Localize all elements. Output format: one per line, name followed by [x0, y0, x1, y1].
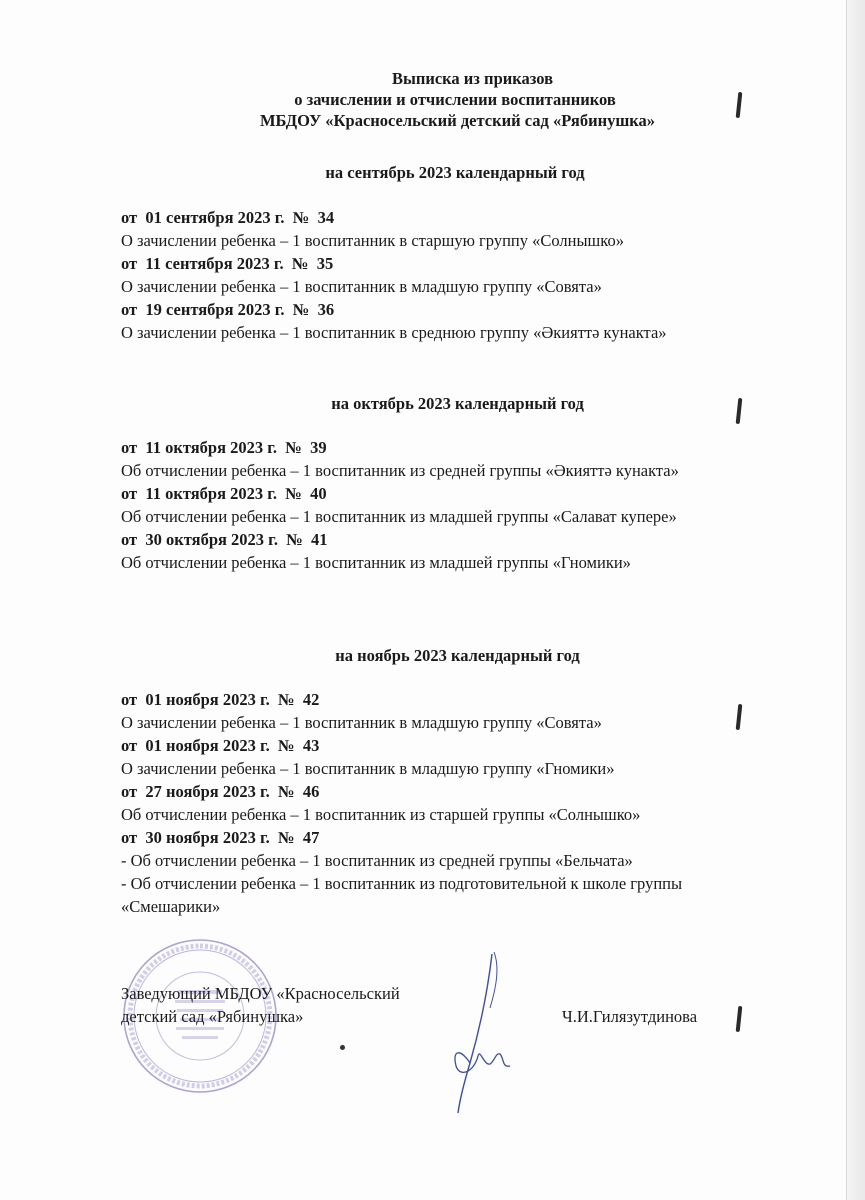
order-text: О зачислении ребенка – 1 воспитанник в младшую группу «Совята» [121, 277, 602, 296]
section-september [121, 206, 761, 344]
header-title: Выписка из приказов [391, 69, 554, 88]
header-subtitle: о зачислении и отчислении воспитанников [294, 90, 616, 109]
document-header [0, 68, 865, 131]
order-header: от 01 ноября 2023 г. № 42 [121, 690, 320, 709]
order-header: от 19 сентября 2023 г. № 36 [121, 300, 335, 319]
order-text: Об отчислении ребенка – 1 воспитанник из старшей группы «Солнышко» [121, 805, 641, 824]
order-text: О зачислении ребенка – 1 воспитанник в младшую группу «Совята» [121, 713, 602, 732]
order-text: О зачислении ребенка – 1 воспитанник в старшую группу «Солнышко» [121, 231, 624, 250]
order-text: О зачислении ребенка – 1 воспитанник в среднюю группу «Әкияттә кунакта» [121, 323, 667, 342]
signatory-position: Заведующий МБДОУ «Красносельский [121, 984, 400, 1003]
section-title-november: на ноябрь 2023 календарный год [335, 646, 580, 665]
order-text: Об отчислении ребенка – 1 воспитанник из младшей группы «Салават купере» [121, 507, 677, 526]
order-header: от 30 октября 2023 г. № 41 [121, 530, 328, 549]
order-text: - Об отчислении ребенка – 1 воспитанник из средней группы «Бельчата» [121, 851, 633, 870]
order-header: от 11 октября 2023 г. № 39 [121, 438, 327, 457]
order-header: от 11 сентября 2023 г. № 35 [121, 254, 334, 273]
section-title-september: на сентябрь 2023 календарный год [325, 163, 585, 182]
order-header: от 30 ноября 2023 г. № 47 [121, 828, 320, 847]
order-text: Об отчислении ребенка – 1 воспитанник из средней группы «Әкияттә кунакта» [121, 461, 679, 480]
handwritten-signature-icon [430, 948, 540, 1118]
section-title-october: на октябрь 2023 календарный год [331, 394, 584, 413]
header-organization: МБДОУ «Красносельский детский сад «Рябинушка» [259, 111, 656, 130]
section-november [121, 688, 761, 918]
order-header: от 11 октября 2023 г. № 40 [121, 484, 327, 503]
order-text: О зачислении ребенка – 1 воспитанник в младшую группу «Гномики» [121, 759, 615, 778]
section-october [121, 436, 761, 574]
signatory-position-line2: детский сад «Рябинушка» [121, 1007, 304, 1026]
order-header: от 01 сентября 2023 г. № 34 [121, 208, 335, 227]
order-header: от 01 ноября 2023 г. № 43 [121, 736, 320, 755]
order-header: от 27 ноября 2023 г. № 46 [121, 782, 320, 801]
order-text: Об отчислении ребенка – 1 воспитанник из младшей группы «Гномики» [121, 553, 631, 572]
ink-dot [340, 1045, 345, 1050]
signatory-name: Ч.И.Гилязутдинова [562, 1007, 698, 1026]
order-text: - Об отчислении ребенка – 1 воспитанник из подготовительной к школе группы «Смешарики» [121, 874, 683, 916]
